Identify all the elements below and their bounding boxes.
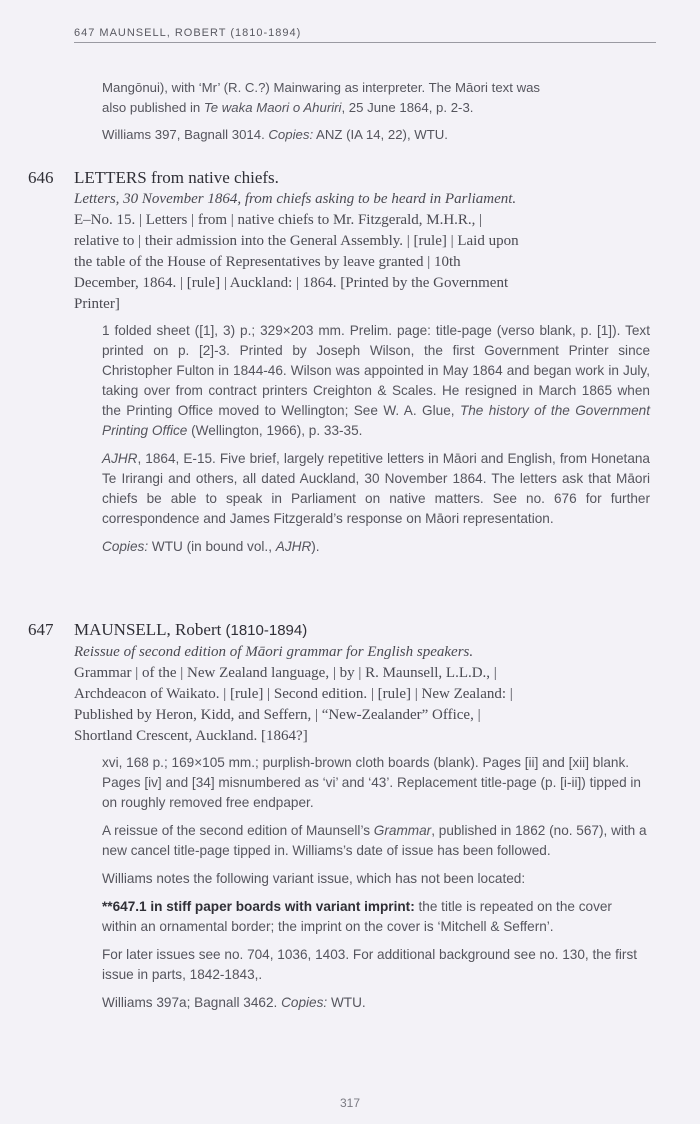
page-number: 317: [339, 1096, 361, 1110]
carryover-text: Mangōnui), with ‘Mr’ (R. C.?) Mainwaring as interpreter. The Māori text was also published in Te waka Maori o Ahuriri, 25 June 1864, p. 2-3. Williams 397, Bagnall 3014. Copies: ANZ (IA 14, 22), WTU.: [102, 78, 658, 153]
title-transcription: Grammar | of the | New Zealand language, | by | R. Maunsell, L.L.D., | Archdeacon of Waikato. | [rule] | Second edition. | [rule] | New Zealand: | Published by Heron, Kidd, and Seffern, | “New-Zealander” Office, | Shortland Crescent, Auckland. [1864?]: [74, 665, 513, 744]
running-head: 647 MAUNSELL, ROBERT (1810-1894): [74, 27, 656, 43]
bibliographic-note: A reissue of the second edition of Maunsell’s Grammar, published in 1862 (no. 567), with a new cancel title-page tipped in. Williams’s date of issue has been followed.: [102, 823, 647, 858]
entry-number: 647: [28, 620, 54, 639]
entry-title: Reissue of second edition of Māori grammar for English speakers.: [74, 644, 474, 660]
carryover-reference: Williams 397, Bagnall 3014. Copies: ANZ (IA 14, 22), WTU.: [102, 127, 448, 142]
later-issues-note: For later issues see no. 704, 1036, 1403. For additional background see no. 130, the first issue in parts, 1842-1843,.: [102, 947, 638, 982]
entry-dates: (1810-1894): [221, 622, 308, 639]
variant-issue: **647.1 in stiff paper boards with variant imprint: the title is repeated on the cover within an ornamental border; the imprint on the cover is ‘Mitchell & Seffern’.: [102, 899, 612, 934]
entry-heading: LETTERS from native chiefs.: [74, 168, 279, 187]
entry-heading: MAUNSELL, Robert: [74, 620, 222, 639]
physical-description: xvi, 168 p.; 169×105 mm.; purplish-brown cloth boards (blank). Pages [ii] and [xii] blank. Pages [iv] and [34] misnumbered as ‘vi’ and ‘43’. Replacement title-page (p. [i-ii]) tipped in on roughly removed free endpaper.: [102, 755, 641, 810]
entry-title: Letters, 30 November 1864, from chiefs asking to be heard in Parliament.: [74, 191, 517, 207]
bibliographic-note: AJHR, 1864, E-15. Five brief, largely repetitive letters in Māori and English, from Honetana Te Irirangi and others, all dated Auckland, 30 November 1864. The letters ask that Māori chiefs be able to speak in Parliament on native matters. See no. 676 for further correspondence and James Fitzgerald’s response on Māori representation.: [102, 451, 650, 526]
entry-647: [28, 619, 650, 1021]
copies-line: Copies: WTU (in bound vol., AJHR).: [102, 539, 320, 554]
variant-intro: Williams notes the following variant issue, which has not been located:: [102, 871, 526, 886]
physical-description: 1 folded sheet ([1], 3) p.; 329×203 mm. Prelim. page: title-page (verso blank, p. [1]). Text printed on p. [2]-3. Printed by Joseph Wilson, the first Government Printer since Christopher Fulton in 1844-46. Wilson was appointed in May 1864 and began work in July, taking over from contract printers Creighton & Scales. He resigned in March 1865 when the Printing Office moved to Wellington; See W. A. Glue, The history of the Government Printing Office (Wellington, 1966), p. 33-35.: [102, 323, 650, 438]
entry-number: 646: [28, 168, 54, 187]
reference-line: Williams 397a; Bagnall 3462. Copies: WTU.: [102, 995, 366, 1010]
entry-646: [28, 167, 650, 565]
title-transcription: E–No. 15. | Letters | from | native chiefs to Mr. Fitzgerald, M.H.R., | relative to | their admission into the General Assembly. | [rule] | Laid upon the table of the House of Representatives by leave granted | 10th December, 1864. | [rule] | Auckland: | 1864. [Printed by the Government Printer]: [74, 212, 519, 312]
